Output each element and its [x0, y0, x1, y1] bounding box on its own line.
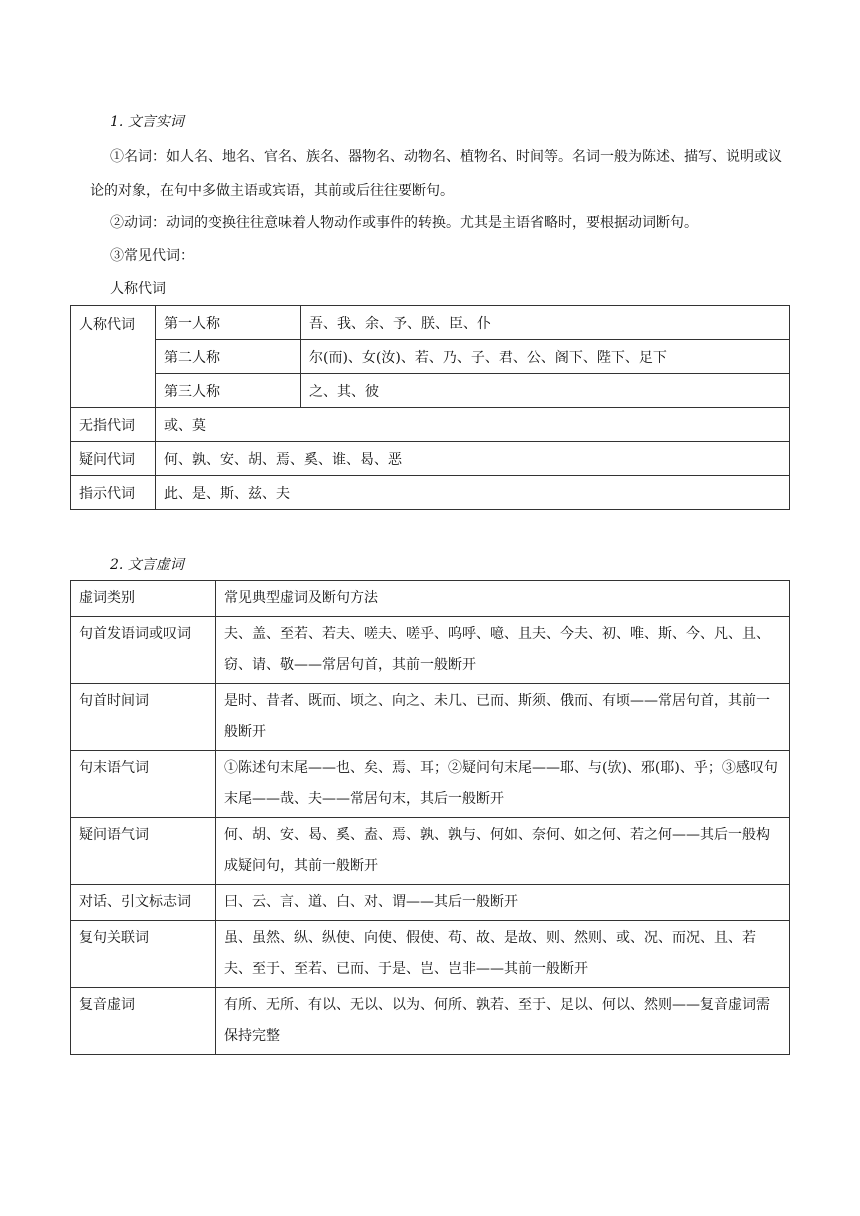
section1-heading: 1. 文言实词 — [110, 114, 184, 130]
pronoun-table — [70, 305, 790, 510]
indefinite-pronoun-value: 或、莫 — [156, 408, 790, 442]
table-row — [71, 617, 790, 684]
table-row — [71, 921, 790, 988]
pronoun-paragraph: ③常见代词： — [110, 248, 194, 264]
table-row — [71, 476, 790, 510]
header-category: 虚词类别 — [71, 581, 216, 617]
personal-pronoun-cell: 人称代词 — [71, 306, 156, 408]
table-row — [71, 751, 790, 818]
table-row — [71, 408, 790, 442]
table-row — [71, 684, 790, 751]
row-content: 是时、昔者、既而、顷之、向之、未几、已而、斯须、俄而、有顷——常居句首，其前一般断开 — [216, 684, 790, 751]
first-person-value: 吾、我、余、予、朕、臣、仆 — [301, 306, 790, 340]
noun-paragraph: ①名词：如人名、地名、官名、族名、器物名、动物名、植物名、时间等。名词一般为陈述、描写、说明或议论的对象，在句中多做主语或宾语，其前或后往往要断句。 — [90, 149, 782, 199]
table-row — [71, 340, 790, 374]
interrogative-pronoun-value: 何、孰、安、胡、焉、奚、谁、曷、恶 — [156, 442, 790, 476]
row-content: 夫、盖、至若、若夫、嗟夫、嗟乎、呜呼、噫、且夫、今夫、初、唯、斯、今、凡、且、窃、请、敬——常居句首，其前一般断开 — [216, 617, 790, 684]
interrogative-pronoun-label: 疑问代词 — [71, 442, 156, 476]
row-content: ①陈述句末尾——也、矣、焉、耳；②疑问句末尾——耶、与(欤)、邪(耶)、乎；③感叹句末尾——哉、夫——常居句末，其后一般断开 — [216, 751, 790, 818]
table-row — [71, 988, 790, 1055]
row-category: 复音虚词 — [71, 988, 216, 1055]
table-row — [71, 374, 790, 408]
table-header-row — [71, 581, 790, 617]
indefinite-pronoun-label: 无指代词 — [71, 408, 156, 442]
third-person-label: 第三人称 — [156, 374, 301, 408]
second-person-label: 第二人称 — [156, 340, 301, 374]
table-row — [71, 442, 790, 476]
table-row — [71, 818, 790, 885]
row-category: 疑问语气词 — [71, 818, 216, 885]
demonstrative-pronoun-value: 此、是、斯、兹、夫 — [156, 476, 790, 510]
row-category: 句首时间词 — [71, 684, 216, 751]
particle-table — [70, 580, 790, 1055]
row-category: 句末语气词 — [71, 751, 216, 818]
row-category: 句首发语词或叹词 — [71, 617, 216, 684]
row-content: 曰、云、言、道、白、对、谓——其后一般断开 — [216, 885, 790, 921]
table-row — [71, 885, 790, 921]
row-content: 有所、无所、有以、无以、以为、何所、孰若、至于、足以、何以、然则——复音虚词需保持完整 — [216, 988, 790, 1055]
third-person-value: 之、其、彼 — [301, 374, 790, 408]
row-category: 复句关联词 — [71, 921, 216, 988]
row-content: 何、胡、安、曷、奚、盍、焉、孰、孰与、何如、奈何、如之何、若之何——其后一般构成疑问句，其前一般断开 — [216, 818, 790, 885]
personal-pronoun-label: 人称代词 — [110, 281, 166, 297]
row-category: 对话、引文标志词 — [71, 885, 216, 921]
verb-paragraph: ②动词：动词的变换往往意味着人物动作或事件的转换。尤其是主语省略时，要根据动词断句。 — [110, 215, 698, 231]
table-row — [71, 306, 790, 340]
section2-heading: 2. 文言虚词 — [110, 557, 184, 573]
second-person-value: 尔(而)、女(汝)、若、乃、子、君、公、阁下、陛下、足下 — [301, 340, 790, 374]
first-person-label: 第一人称 — [156, 306, 301, 340]
row-content: 虽、虽然、纵、纵使、向使、假使、苟、故、是故、则、然则、或、况、而况、且、若夫、至于、至若、已而、于是、岂、岂非——其前一般断开 — [216, 921, 790, 988]
header-content: 常见典型虚词及断句方法 — [216, 581, 790, 617]
demonstrative-pronoun-label: 指示代词 — [71, 476, 156, 510]
